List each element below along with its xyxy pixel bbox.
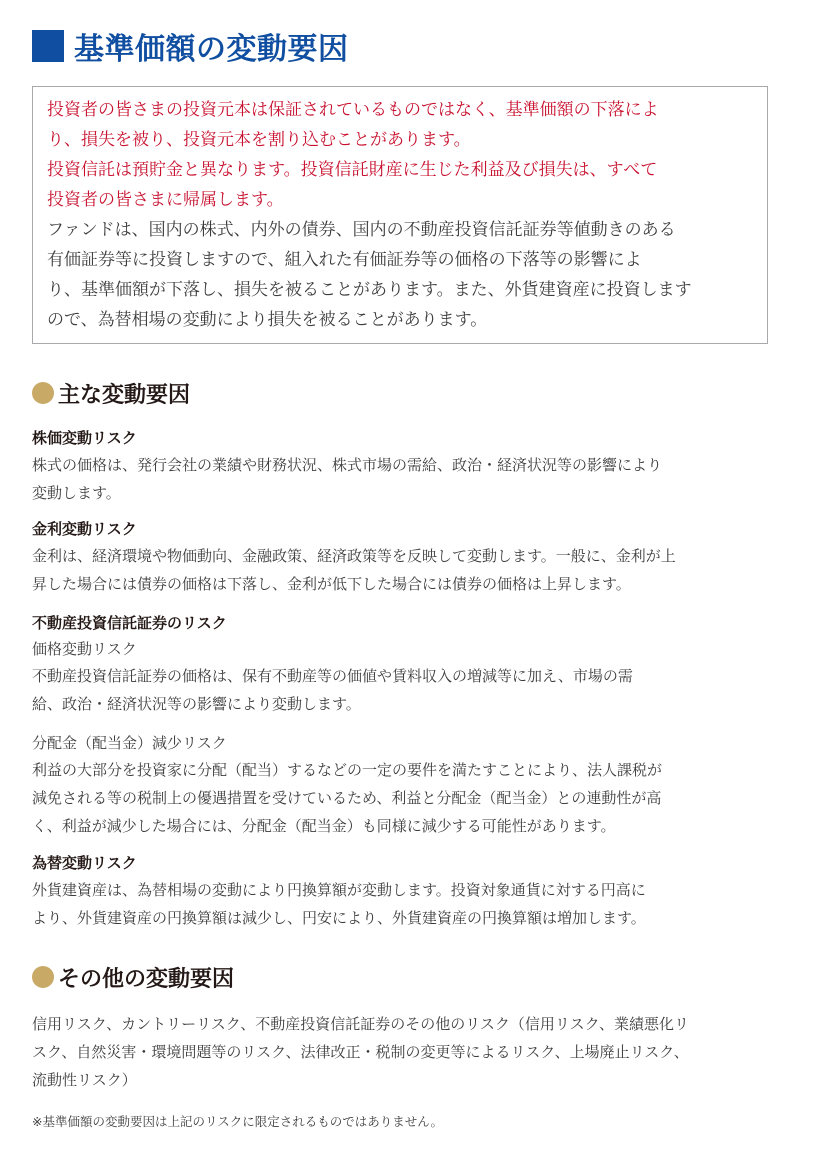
title-square-icon xyxy=(32,30,64,62)
reit-dividend-risk-text: く、利益が減少した場合には、分配金（配当金）も同様に減少する可能性があります。 xyxy=(32,817,616,835)
fx-risk-text: より、外貨建資産の円換算額は減少し、円安により、外貨建資産の円換算額は増加します。 xyxy=(32,909,646,927)
interest-risk-section xyxy=(32,516,792,598)
other-factors-heading-text: その他の変動要因 xyxy=(58,966,235,992)
interest-risk-text: 金利は、経済環境や物価動向、金融政策、経済政策等を反映して変動します。一般に、金利が上 xyxy=(32,547,676,565)
page-title-text: 基準価額の変動要因 xyxy=(74,32,349,67)
other-factors-text: 流動性リスク） xyxy=(32,1071,137,1089)
reit-dividend-risk-section xyxy=(32,730,792,840)
risk-notice-box xyxy=(32,86,768,344)
notice-body-line: ので、為替相場の変動により損失を被ることがあります。 xyxy=(47,310,488,330)
reit-risk-title: 不動産投資信託証券のリスク xyxy=(32,614,227,632)
notice-body-line: り、基準価額が下落し、損失を被ることがあります。また、外貨建資産に投資します xyxy=(47,280,692,300)
main-factors-heading xyxy=(32,376,190,410)
notice-red-line: 投資信託は預貯金と異なります。投資信託財産に生じた利益及び損失は、すべて xyxy=(47,160,658,180)
interest-risk-title: 金利変動リスク xyxy=(32,520,137,538)
interest-risk-text: 昇した場合には債券の価格は下落し、金利が低下した場合には債券の価格は上昇します。 xyxy=(32,575,631,593)
reit-price-risk-text: 不動産投資信託証券の価格は、保有不動産等の価値や賃料収入の増減等に加え、市場の需 xyxy=(32,667,633,685)
reit-dividend-risk-text: 減免される等の税制上の優遇措置を受けているため、利益と分配金（配当金）との連動性が高 xyxy=(32,789,662,807)
gold-bullet-icon xyxy=(32,966,54,988)
reit-dividend-risk-label: 分配金（配当金）減少リスク xyxy=(32,734,227,752)
other-factors-section xyxy=(32,1010,792,1094)
stock-risk-text: 変動します。 xyxy=(32,484,121,502)
notice-red-line: 投資者の皆さまの投資元本は保証されているものではなく、基準価額の下落によ xyxy=(47,100,659,120)
other-factors-heading xyxy=(32,960,234,994)
reit-price-risk-label: 価格変動リスク xyxy=(32,640,137,658)
other-factors-text: スク、自然災害・環境問題等のリスク、法律改正・税制の変更等によるリスク、上場廃止リスク、 xyxy=(32,1043,689,1061)
notice-body-line: ファンドは、国内の株式、内外の債券、国内の不動産投資信託証券等値動きのある xyxy=(47,220,676,240)
stock-risk-section xyxy=(32,425,792,507)
notice-red-line: 投資者の皆さまに帰属します。 xyxy=(47,190,284,210)
other-factors-text: 信用リスク、カントリーリスク、不動産投資信託証券のその他のリスク（信用リスク、業績悪化リ xyxy=(32,1015,690,1033)
fx-risk-text: 外貨建資産は、為替相場の変動により円換算額が変動します。投資対象通貨に対する円高に xyxy=(32,881,646,899)
reit-price-risk-text: 給、政治・経済状況等の影響により変動します。 xyxy=(32,695,361,713)
reit-risk-section xyxy=(32,610,792,718)
page-title xyxy=(32,24,349,68)
notice-red-line: り、損失を被り、投資元本を割り込むことがあります。 xyxy=(47,130,471,150)
stock-risk-text: 株式の価格は、発行会社の業績や財務状況、株式市場の需給、政治・経済状況等の影響により xyxy=(32,456,663,474)
main-factors-heading-text: 主な変動要因 xyxy=(58,382,191,408)
gold-bullet-icon xyxy=(32,382,54,404)
footnote: ※基準価額の変動要因は上記のリスクに限定されるものではありません。 xyxy=(32,1114,443,1129)
footnote-section xyxy=(32,1112,792,1132)
notice-body-line: 有価証券等に投資しますので、組入れた有価証券等の価格の下落等の影響によ xyxy=(47,250,642,270)
stock-risk-title: 株価変動リスク xyxy=(32,429,137,447)
reit-dividend-risk-text: 利益の大部分を投資家に分配（配当）するなどの一定の要件を満たすことにより、法人課税が xyxy=(32,761,663,779)
fx-risk-section xyxy=(32,850,792,932)
fx-risk-title: 為替変動リスク xyxy=(32,854,137,872)
